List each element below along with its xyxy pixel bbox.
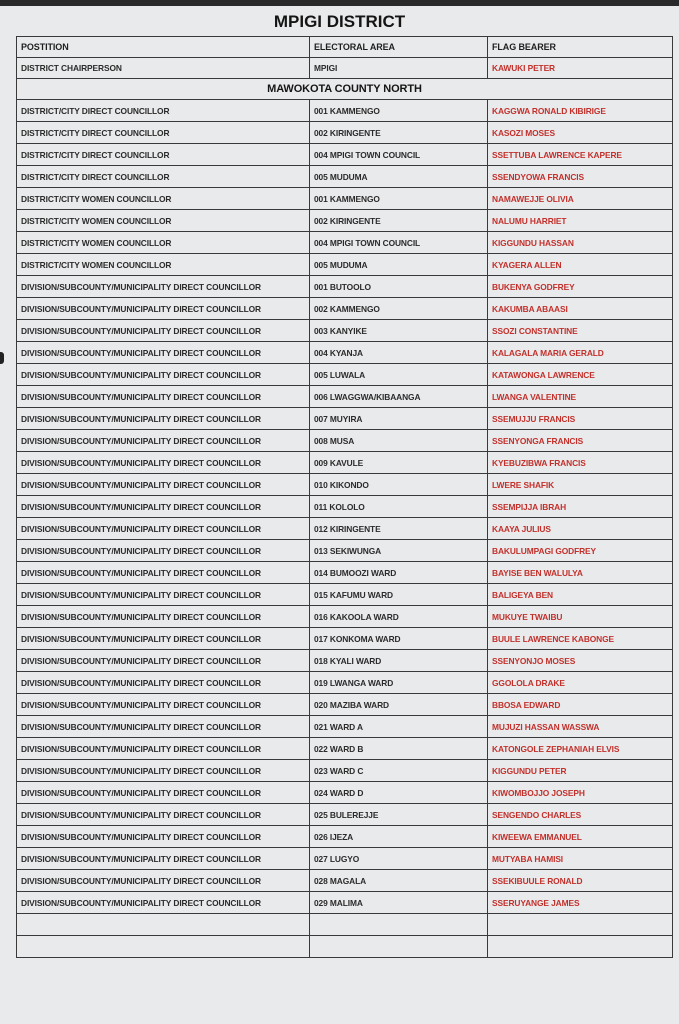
row-electoral-area: 015 KAFUMU WARD bbox=[310, 584, 488, 606]
row-flag-bearer: SSEMPIJJA IBRAH bbox=[488, 496, 673, 518]
row-position: DIVISION/SUBCOUNTY/MUNICIPALITY DIRECT COUNCILLOR bbox=[17, 386, 310, 408]
row-flag-bearer: NAMAWEJJE OLIVIA bbox=[488, 188, 673, 210]
row-flag-bearer: SSEKIBUULE RONALD bbox=[488, 870, 673, 892]
row-electoral-area: 028 MAGALA bbox=[310, 870, 488, 892]
row-electoral-area: 006 LWAGGWA/KIBAANGA bbox=[310, 386, 488, 408]
row-position: DIVISION/SUBCOUNTY/MUNICIPALITY DIRECT COUNCILLOR bbox=[17, 540, 310, 562]
row-position: DIVISION/SUBCOUNTY/MUNICIPALITY DIRECT COUNCILLOR bbox=[17, 430, 310, 452]
row-position: DIVISION/SUBCOUNTY/MUNICIPALITY DIRECT COUNCILLOR bbox=[17, 496, 310, 518]
page-edge-mark bbox=[0, 352, 4, 364]
row-position: DIVISION/SUBCOUNTY/MUNICIPALITY DIRECT COUNCILLOR bbox=[17, 562, 310, 584]
row-position: DIVISION/SUBCOUNTY/MUNICIPALITY DIRECT COUNCILLOR bbox=[17, 650, 310, 672]
section-row bbox=[17, 79, 673, 100]
blank-cell bbox=[310, 914, 488, 936]
blank-cell bbox=[310, 936, 488, 958]
row-flag-bearer: KIWOMBOJJO JOSEPH bbox=[488, 782, 673, 804]
row-flag-bearer: BALIGEYA BEN bbox=[488, 584, 673, 606]
document-page bbox=[0, 6, 679, 1024]
row-position: DIVISION/SUBCOUNTY/MUNICIPALITY DIRECT COUNCILLOR bbox=[17, 628, 310, 650]
row-flag-bearer: KIGGUNDU HASSAN bbox=[488, 232, 673, 254]
row-electoral-area: 009 KAVULE bbox=[310, 452, 488, 474]
row-flag-bearer: KATAWONGA LAWRENCE bbox=[488, 364, 673, 386]
row-electoral-area: 002 KIRINGENTE bbox=[310, 122, 488, 144]
row-position: DIVISION/SUBCOUNTY/MUNICIPALITY DIRECT COUNCILLOR bbox=[17, 342, 310, 364]
row-position: DIVISION/SUBCOUNTY/MUNICIPALITY DIRECT COUNCILLOR bbox=[17, 408, 310, 430]
row-flag-bearer: SENGENDO CHARLES bbox=[488, 804, 673, 826]
table-row bbox=[17, 166, 673, 188]
row-electoral-area: 004 MPIGI TOWN COUNCIL bbox=[310, 232, 488, 254]
table-row bbox=[17, 188, 673, 210]
table-row bbox=[17, 870, 673, 892]
row-position: DISTRICT/CITY DIRECT COUNCILLOR bbox=[17, 144, 310, 166]
row-flag-bearer: MUTYABA HAMISI bbox=[488, 848, 673, 870]
row-electoral-area: 024 WARD D bbox=[310, 782, 488, 804]
row-electoral-area: 002 KAMMENGO bbox=[310, 298, 488, 320]
row-flag-bearer: SSENDYOWA FRANCIS bbox=[488, 166, 673, 188]
row-electoral-area: 001 BUTOOLO bbox=[310, 276, 488, 298]
row-position: DIVISION/SUBCOUNTY/MUNICIPALITY DIRECT COUNCILLOR bbox=[17, 298, 310, 320]
row-electoral-area: 005 MUDUMA bbox=[310, 166, 488, 188]
row-position: DIVISION/SUBCOUNTY/MUNICIPALITY DIRECT COUNCILLOR bbox=[17, 606, 310, 628]
row-electoral-area: 004 KYANJA bbox=[310, 342, 488, 364]
row-flag-bearer: KALAGALA MARIA GERALD bbox=[488, 342, 673, 364]
row-electoral-area: 021 WARD A bbox=[310, 716, 488, 738]
row-electoral-area: 004 MPIGI TOWN COUNCIL bbox=[310, 144, 488, 166]
table-row bbox=[17, 144, 673, 166]
row-position: DIVISION/SUBCOUNTY/MUNICIPALITY DIRECT COUNCILLOR bbox=[17, 672, 310, 694]
row-flag-bearer: GGOLOLA DRAKE bbox=[488, 672, 673, 694]
row-position: DIVISION/SUBCOUNTY/MUNICIPALITY DIRECT COUNCILLOR bbox=[17, 892, 310, 914]
row-electoral-area: 029 MALIMA bbox=[310, 892, 488, 914]
row-flag-bearer: MUKUYE TWAIBU bbox=[488, 606, 673, 628]
row-flag-bearer: KAGGWA RONALD KIBIRIGE bbox=[488, 100, 673, 122]
row-flag-bearer: SSERUYANGE JAMES bbox=[488, 892, 673, 914]
row-flag-bearer: KYAGERA ALLEN bbox=[488, 254, 673, 276]
table-row bbox=[17, 650, 673, 672]
table-row bbox=[17, 210, 673, 232]
row-position: DIVISION/SUBCOUNTY/MUNICIPALITY DIRECT COUNCILLOR bbox=[17, 804, 310, 826]
table-row bbox=[17, 364, 673, 386]
flag-bearers-table bbox=[16, 36, 673, 958]
table-row bbox=[17, 804, 673, 826]
row-electoral-area: 001 KAMMENGO bbox=[310, 100, 488, 122]
row-position: DISTRICT/CITY WOMEN COUNCILLOR bbox=[17, 210, 310, 232]
row-flag-bearer: NALUMU HARRIET bbox=[488, 210, 673, 232]
blank-cell bbox=[488, 914, 673, 936]
table-row bbox=[17, 298, 673, 320]
row-position: DIVISION/SUBCOUNTY/MUNICIPALITY DIRECT COUNCILLOR bbox=[17, 760, 310, 782]
chairperson-position: DISTRICT CHAIRPERSON bbox=[17, 58, 310, 79]
table-row bbox=[17, 122, 673, 144]
row-flag-bearer: KASOZI MOSES bbox=[488, 122, 673, 144]
row-electoral-area: 002 KIRINGENTE bbox=[310, 210, 488, 232]
row-electoral-area: 014 BUMOOZI WARD bbox=[310, 562, 488, 584]
row-electoral-area: 005 MUDUMA bbox=[310, 254, 488, 276]
table-row bbox=[17, 474, 673, 496]
table-row bbox=[17, 408, 673, 430]
row-electoral-area: 010 KIKONDO bbox=[310, 474, 488, 496]
table-row bbox=[17, 452, 673, 474]
table-row bbox=[17, 826, 673, 848]
table-row bbox=[17, 496, 673, 518]
row-position: DIVISION/SUBCOUNTY/MUNICIPALITY DIRECT COUNCILLOR bbox=[17, 452, 310, 474]
row-electoral-area: 022 WARD B bbox=[310, 738, 488, 760]
row-flag-bearer: BUULE LAWRENCE KABONGE bbox=[488, 628, 673, 650]
row-electoral-area: 018 KYALI WARD bbox=[310, 650, 488, 672]
table-header-row bbox=[17, 37, 673, 58]
row-position: DISTRICT/CITY WOMEN COUNCILLOR bbox=[17, 232, 310, 254]
row-position: DISTRICT/CITY DIRECT COUNCILLOR bbox=[17, 122, 310, 144]
table-row bbox=[17, 584, 673, 606]
row-flag-bearer: LWERE SHAFIK bbox=[488, 474, 673, 496]
chairperson-row bbox=[17, 58, 673, 79]
row-electoral-area: 025 BULEREJJE bbox=[310, 804, 488, 826]
chairperson-bearer: KAWUKI PETER bbox=[488, 58, 673, 79]
row-position: DISTRICT/CITY DIRECT COUNCILLOR bbox=[17, 100, 310, 122]
row-electoral-area: 005 LUWALA bbox=[310, 364, 488, 386]
table-row bbox=[17, 386, 673, 408]
row-electoral-area: 017 KONKOMA WARD bbox=[310, 628, 488, 650]
row-electoral-area: 027 LUGYO bbox=[310, 848, 488, 870]
table-row bbox=[17, 738, 673, 760]
row-electoral-area: 001 KAMMENGO bbox=[310, 188, 488, 210]
row-flag-bearer: KYEBUZIBWA FRANCIS bbox=[488, 452, 673, 474]
chairperson-area: MPIGI bbox=[310, 58, 488, 79]
blank-cell bbox=[17, 914, 310, 936]
row-electoral-area: 012 KIRINGENTE bbox=[310, 518, 488, 540]
row-flag-bearer: BAKULUMPAGI GODFREY bbox=[488, 540, 673, 562]
row-position: DIVISION/SUBCOUNTY/MUNICIPALITY DIRECT COUNCILLOR bbox=[17, 276, 310, 298]
table-row bbox=[17, 848, 673, 870]
table-row bbox=[17, 342, 673, 364]
row-electoral-area: 020 MAZIBA WARD bbox=[310, 694, 488, 716]
row-position: DIVISION/SUBCOUNTY/MUNICIPALITY DIRECT COUNCILLOR bbox=[17, 782, 310, 804]
row-position: DIVISION/SUBCOUNTY/MUNICIPALITY DIRECT COUNCILLOR bbox=[17, 870, 310, 892]
header-electoral-area: ELECTORAL AREA bbox=[310, 37, 488, 58]
table-row bbox=[17, 276, 673, 298]
table-row bbox=[17, 716, 673, 738]
row-position: DIVISION/SUBCOUNTY/MUNICIPALITY DIRECT COUNCILLOR bbox=[17, 518, 310, 540]
table-row bbox=[17, 518, 673, 540]
row-flag-bearer: SSETTUBA LAWRENCE KAPERE bbox=[488, 144, 673, 166]
table-row bbox=[17, 892, 673, 914]
table-row bbox=[17, 628, 673, 650]
blank-row bbox=[17, 914, 673, 936]
row-electoral-area: 016 KAKOOLA WARD bbox=[310, 606, 488, 628]
row-position: DISTRICT/CITY DIRECT COUNCILLOR bbox=[17, 166, 310, 188]
table-row bbox=[17, 694, 673, 716]
table-row bbox=[17, 760, 673, 782]
row-flag-bearer: KIWEEWA EMMANUEL bbox=[488, 826, 673, 848]
row-position: DISTRICT/CITY WOMEN COUNCILLOR bbox=[17, 254, 310, 276]
table-row bbox=[17, 100, 673, 122]
table-row bbox=[17, 606, 673, 628]
row-position: DIVISION/SUBCOUNTY/MUNICIPALITY DIRECT COUNCILLOR bbox=[17, 848, 310, 870]
table-row bbox=[17, 232, 673, 254]
table-row bbox=[17, 562, 673, 584]
table-row bbox=[17, 782, 673, 804]
row-flag-bearer: BUKENYA GODFREY bbox=[488, 276, 673, 298]
row-position: DISTRICT/CITY WOMEN COUNCILLOR bbox=[17, 188, 310, 210]
row-position: DIVISION/SUBCOUNTY/MUNICIPALITY DIRECT COUNCILLOR bbox=[17, 826, 310, 848]
header-position: POSTITION bbox=[17, 37, 310, 58]
table-row bbox=[17, 254, 673, 276]
row-position: DIVISION/SUBCOUNTY/MUNICIPALITY DIRECT COUNCILLOR bbox=[17, 716, 310, 738]
page-title: MPIGI DISTRICT bbox=[273, 12, 406, 31]
row-position: DIVISION/SUBCOUNTY/MUNICIPALITY DIRECT COUNCILLOR bbox=[17, 320, 310, 342]
row-electoral-area: 007 MUYIRA bbox=[310, 408, 488, 430]
table-row bbox=[17, 320, 673, 342]
row-flag-bearer: KATONGOLE ZEPHANIAH ELVIS bbox=[488, 738, 673, 760]
row-flag-bearer: BAYISE BEN WALULYA bbox=[488, 562, 673, 584]
table-row bbox=[17, 672, 673, 694]
row-position: DIVISION/SUBCOUNTY/MUNICIPALITY DIRECT COUNCILLOR bbox=[17, 364, 310, 386]
row-electoral-area: 019 LWANGA WARD bbox=[310, 672, 488, 694]
row-flag-bearer: SSENYONGA FRANCIS bbox=[488, 430, 673, 452]
row-flag-bearer: SSEMUJJU FRANCIS bbox=[488, 408, 673, 430]
row-electoral-area: 023 WARD C bbox=[310, 760, 488, 782]
blank-row bbox=[17, 936, 673, 958]
row-position: DIVISION/SUBCOUNTY/MUNICIPALITY DIRECT COUNCILLOR bbox=[17, 584, 310, 606]
row-flag-bearer: MUJUZI HASSAN WASSWA bbox=[488, 716, 673, 738]
row-flag-bearer: KAAYA JULIUS bbox=[488, 518, 673, 540]
row-flag-bearer: SSOZI CONSTANTINE bbox=[488, 320, 673, 342]
table-row bbox=[17, 540, 673, 562]
row-flag-bearer: SSENYONJO MOSES bbox=[488, 650, 673, 672]
row-position: DIVISION/SUBCOUNTY/MUNICIPALITY DIRECT COUNCILLOR bbox=[17, 694, 310, 716]
blank-cell bbox=[17, 936, 310, 958]
row-position: DIVISION/SUBCOUNTY/MUNICIPALITY DIRECT COUNCILLOR bbox=[17, 738, 310, 760]
row-electoral-area: 008 MUSA bbox=[310, 430, 488, 452]
header-flag-bearer: FLAG BEARER bbox=[488, 37, 673, 58]
row-flag-bearer: BBOSA EDWARD bbox=[488, 694, 673, 716]
row-electoral-area: 026 IJEZA bbox=[310, 826, 488, 848]
row-flag-bearer: KAKUMBA ABAASI bbox=[488, 298, 673, 320]
row-position: DIVISION/SUBCOUNTY/MUNICIPALITY DIRECT COUNCILLOR bbox=[17, 474, 310, 496]
row-electoral-area: 003 KANYIKE bbox=[310, 320, 488, 342]
section-title: MAWOKOTA COUNTY NORTH bbox=[17, 79, 673, 100]
row-flag-bearer: KIGGUNDU PETER bbox=[488, 760, 673, 782]
row-flag-bearer: LWANGA VALENTINE bbox=[488, 386, 673, 408]
row-electoral-area: 013 SEKIWUNGA bbox=[310, 540, 488, 562]
table-row bbox=[17, 430, 673, 452]
blank-cell bbox=[488, 936, 673, 958]
row-electoral-area: 011 KOLOLO bbox=[310, 496, 488, 518]
